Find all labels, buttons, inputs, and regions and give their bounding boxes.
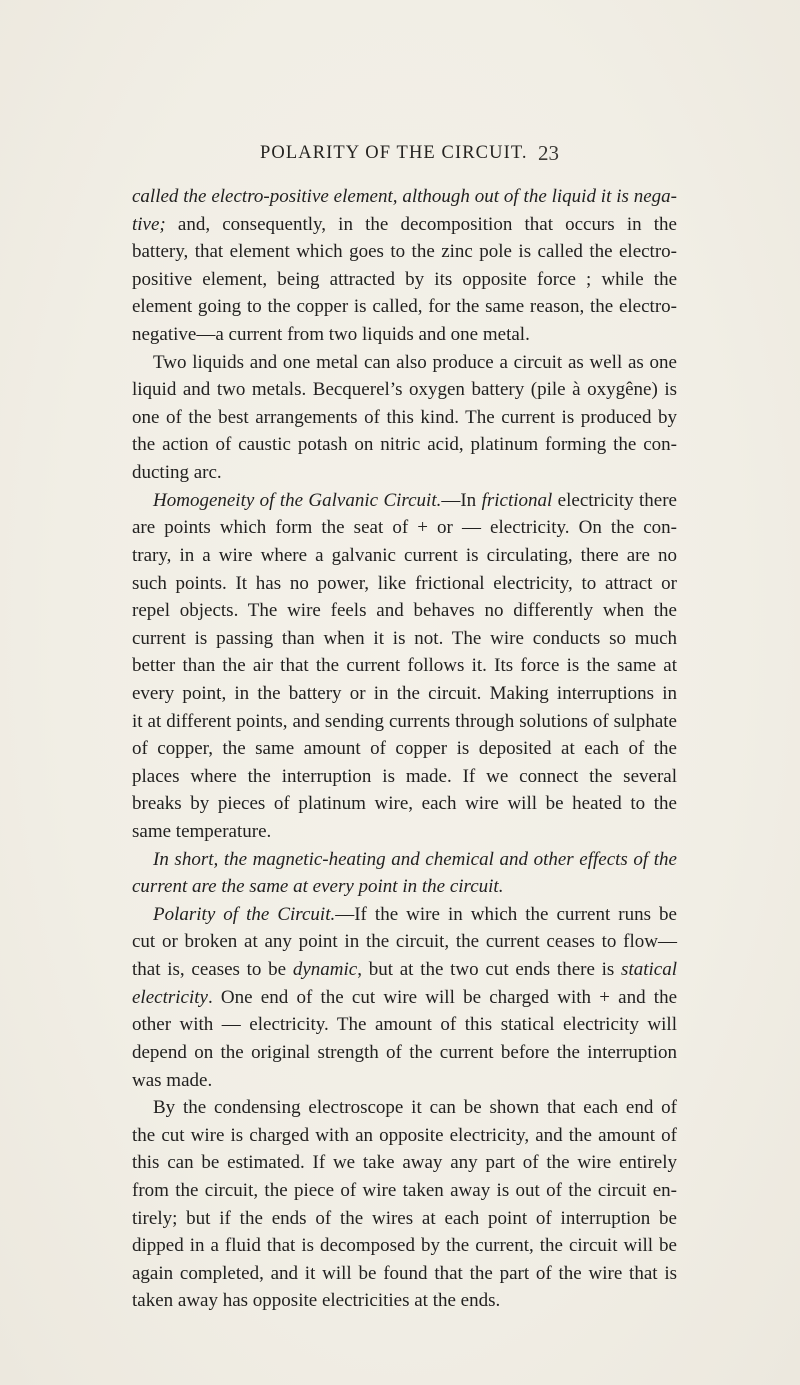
text-line [132, 376, 677, 404]
text-run: places where the interruption is made. If we connect the several [132, 765, 677, 787]
text-run: cut or broken at any point in the circuit, the current ceases to flow— [132, 931, 677, 953]
text-line [132, 735, 677, 763]
text-run: depend on the original strength of the current before the interruption [132, 1041, 677, 1063]
italic-run: called the electro-positive element, although out of the liquid it is nega- [132, 186, 677, 207]
text-line [132, 928, 677, 956]
text-run: again completed, and it will be found that the part of the wire that is [132, 1262, 677, 1284]
text-line [132, 238, 677, 266]
text-line [132, 956, 677, 984]
text-line [132, 901, 677, 929]
italic-run: Polarity of the Circuit. [153, 903, 336, 925]
italic-run: tive; [132, 213, 166, 235]
italic-run: current are the same at every point in the circuit. [132, 876, 504, 898]
text-line [132, 763, 677, 791]
text-line [132, 1287, 677, 1315]
text-line [132, 680, 677, 708]
text-run: battery, that element which goes to the zinc pole is called the electro- [132, 241, 677, 263]
text-run: trary, in a wire where a galvanic current is circulating, there are no [132, 544, 677, 566]
text-line [132, 1177, 677, 1205]
italic-run: dynamic [292, 959, 358, 981]
text-run: —In [441, 489, 482, 511]
text-line [132, 652, 677, 680]
text-run: it at different points, and sending currents through solutions of sulphate [132, 710, 677, 732]
text-run: one of the best arrangements of this kind. The current is produced by [132, 406, 677, 428]
italic-run: statical [621, 959, 677, 981]
text-line [132, 487, 677, 515]
text-run: every point, in the battery or in the circuit. Making interruptions in [132, 682, 677, 704]
text-line [132, 790, 677, 818]
text-run: was made. [132, 1069, 213, 1091]
running-head [0, 143, 800, 167]
text-line [132, 1149, 677, 1177]
text-line [132, 570, 677, 598]
text-line [132, 266, 677, 294]
text-run: electricity there [552, 489, 677, 511]
text-run: that is, ceases to be [132, 959, 293, 981]
text-run: same temperature. [132, 821, 272, 843]
text-run: negative—a current from two liquids and one metal. [132, 324, 530, 346]
text-line [132, 404, 677, 432]
text-line [132, 542, 677, 570]
text-line [132, 597, 677, 625]
text-line [132, 984, 677, 1012]
italic-run: electricity [132, 986, 208, 1008]
text-run: . One end of the cut wire will be charged with + and the [207, 986, 677, 1008]
text-line [132, 1205, 677, 1233]
text-run: this can be estimated. If we take away any part of the wire entirely [132, 1152, 677, 1174]
text-run: repel objects. The wire feels and behaves no differently when the [132, 600, 677, 622]
text-run: —If the wire in which the current runs be [335, 903, 677, 925]
text-run: from the circuit, the piece of wire taken away is out of the circuit en- [132, 1179, 677, 1201]
text-line [132, 1039, 677, 1067]
text-line [132, 1094, 677, 1122]
text-run: the action of caustic potash on nitric acid, platinum forming the con- [132, 434, 677, 456]
text-run: current is passing than when it is not. The wire conducts so much [132, 627, 677, 649]
text-run: of copper, the same amount of copper is deposited at each of the [132, 738, 677, 760]
text-run: liquid and two metals. Becquerel’s oxygen battery (pile à oxygêne) is [132, 379, 677, 401]
text-run: the cut wire is charged with an opposite electricity, and the amount of [132, 1124, 677, 1146]
text-line [132, 1260, 677, 1288]
text-run: other with — electricity. The amount of this statical electricity will [132, 1014, 677, 1036]
text-run: positive element, being attracted by its opposite force ; while the [132, 268, 677, 290]
italic-run: frictional [481, 489, 553, 511]
text-run: , but at the two cut ends there is [357, 959, 622, 981]
page-number: 23 [538, 141, 559, 165]
text-run: better than the air that the current follows it. Its force is the same at [132, 655, 677, 677]
text-line [132, 1232, 677, 1260]
text-line [132, 708, 677, 736]
text-run: taken away has opposite electricities at the ends. [132, 1290, 501, 1312]
text-line [132, 293, 677, 321]
text-line [132, 321, 677, 349]
text-line [132, 1122, 677, 1150]
text-line [132, 625, 677, 653]
body-text [132, 183, 677, 1315]
text-run: element going to the copper is called, for the same reason, the electro- [132, 296, 677, 318]
text-run: dipped in a fluid that is decomposed by the current, the circuit will be [132, 1235, 677, 1257]
text-line [132, 818, 677, 846]
text-line [132, 183, 677, 211]
text-run: By the condensing electroscope it can be shown that each end of [153, 1097, 677, 1119]
text-line [132, 349, 677, 377]
text-run: ducting arc. [132, 462, 222, 484]
text-line [132, 873, 677, 901]
running-title: POLARITY OF THE CIRCUIT. [260, 143, 528, 163]
text-line [132, 431, 677, 459]
text-line [132, 459, 677, 487]
text-run: breaks by pieces of platinum wire, each wire will be heated to the [132, 793, 677, 815]
text-run: Two liquids and one metal can also produce a circuit as well as one [153, 351, 677, 373]
text-line [132, 211, 677, 239]
text-run: tirely; but if the ends of the wires at each point of interruption be [132, 1207, 677, 1229]
text-run: are points which form the seat of + or — electricity. On the con- [132, 517, 677, 539]
text-line [132, 1067, 677, 1095]
text-line [132, 1011, 677, 1039]
italic-run: Homogeneity of the Galvanic Circuit. [153, 489, 442, 511]
text-run: such points. It has no power, like frictional electricity, to attract or [132, 572, 677, 594]
text-run: and, consequently, in the decomposition that occurs in the [165, 213, 677, 235]
text-line [132, 846, 677, 874]
text-line [132, 514, 677, 542]
italic-run: In short, the magnetic-heating and chemical and other effects of the [153, 848, 677, 870]
